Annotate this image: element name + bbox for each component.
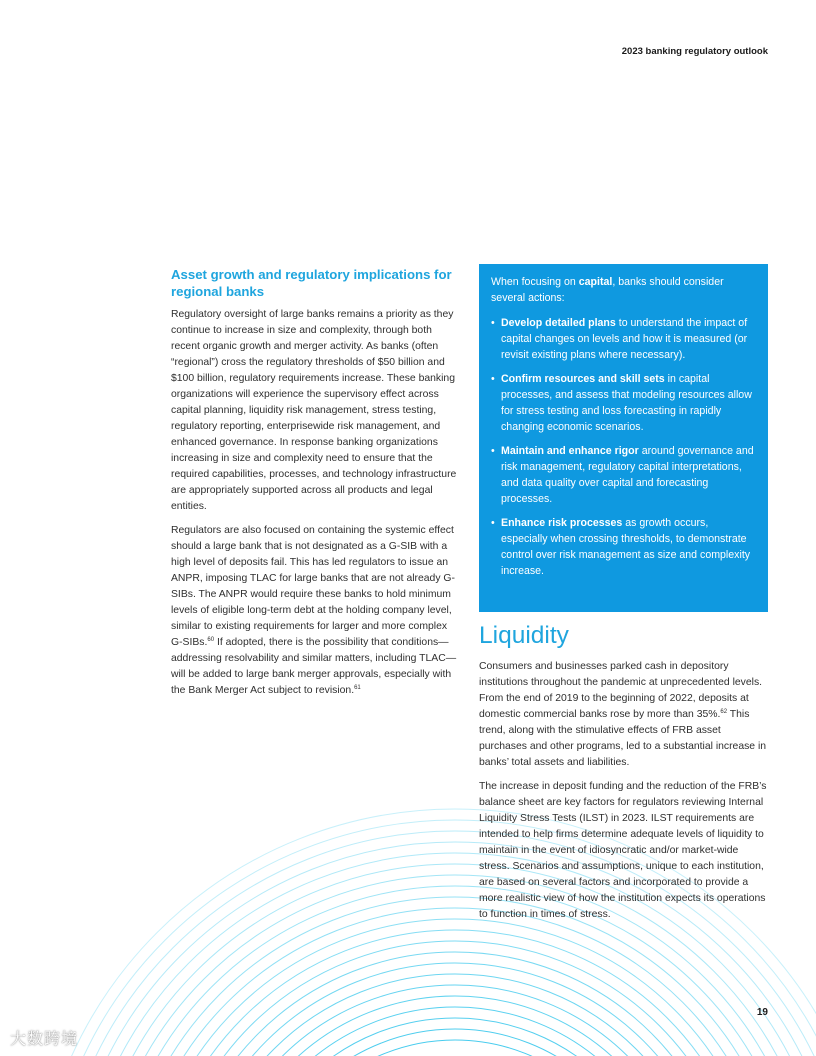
liquidity-text-a: Consumers and businesses parked cash in depository institutions throughout the pandemic at unprecedented levels. From the end of 2019 to the beginning of 2022, deposits at domestic commercial banks rose by more than 35%.	[479, 661, 763, 720]
capital-actions-callout	[479, 264, 768, 612]
footnote-ref-60[interactable]: 60	[207, 637, 215, 643]
paragraph-2-text-b: If adopted, there is the possibility that conditions—addressing resolvability and similar matters, including TLAC—will be added to large bank merger approvals, especially with the Bank Merger Act subject to revision.	[171, 637, 457, 696]
decorative-arc	[243, 1018, 667, 1056]
list-item-bold: Develop detailed plans	[501, 317, 616, 329]
footnote-ref-61[interactable]: 61	[354, 685, 361, 691]
liquidity-text-b: This trend, along with the stimulative effects of FRB asset purchases and other programs, led to a substantial increase in banks’ total assets and liabilities.	[479, 709, 767, 768]
bullet-icon: •	[491, 373, 495, 385]
list-item-text: as growth occurs, especially when crossing thresholds, to demonstrate control over risk management as size and complexity increase.	[501, 517, 751, 577]
list-item	[491, 315, 756, 363]
decorative-arc	[199, 974, 711, 1056]
list-item-text: in capital processes, and assess that modeling resources allow for stress testing and loss forecasting in rapidly changing economic scenarios.	[501, 373, 752, 433]
document-header-title: 2023 banking regulatory outlook	[621, 46, 768, 57]
list-item	[491, 443, 756, 507]
list-item-bold: Maintain and enhance rigor	[501, 445, 639, 457]
decorative-arc	[155, 930, 755, 1056]
decorative-arc	[232, 1007, 678, 1056]
decorative-arc	[265, 1040, 645, 1056]
callout-intro-bold: capital	[578, 276, 613, 288]
bullet-icon: •	[491, 517, 495, 529]
watermark: 大数跨境	[10, 1031, 79, 1048]
bullet-icon: •	[491, 445, 495, 457]
right-column	[479, 622, 769, 931]
left-column	[171, 266, 461, 707]
regional-banks-paragraph-1: Regulatory oversight of large banks remains a priority as they continue to increase in size and complexity, through both recent organic growth and merger activity. As banks (often “regional”) cross the regulatory thresholds of $50 billion and $100 billion, regulatory requirements increase. These banking organizations will experience the supervisory effect across capital planning, liquidity risk management, stress testing, regulatory reporting, enterprisewide risk management, and enhanced governance. In response banking organizations increasing in size and complexity need to ensure that the required capabilities, processes, and technology infrastructure are appropriately supported across all products and legal entities.	[171, 309, 457, 512]
callout-intro-pre: When focusing on	[491, 276, 579, 288]
bullet-icon: •	[491, 317, 495, 329]
regional-banks-heading: Asset growth and regulatory implications for regional banks	[171, 267, 452, 299]
list-item-bold: Confirm resources and skill sets	[501, 373, 665, 385]
callout-intro	[491, 274, 756, 306]
liquidity-paragraph-2: The increase in deposit funding and the reduction of the FRB’s balance sheet are key factors for regulators reviewing Internal Liquidity Stress Tests (ILST) in 2023. ILST requirements are intended to help firms determine adequate levels of liquidity to maintain in the event of idiosyncratic and/or market-wide stress. Scenarios and assumptions, unique to each institution, are based on several factors and incorporated to provide a more realistic view of how the institution expects its operations to function in times of stress.	[479, 781, 767, 920]
page-number: 19	[756, 1007, 768, 1018]
capital-actions-list	[491, 315, 756, 579]
list-item	[491, 371, 756, 435]
paragraph-2-text-a: Regulators are also focused on containing the systemic effect should a large bank that is not designated as a G-SIB with a high level of deposits fail. This has led regulators to issue an ANPR, imposing TLAC for large banks that are not already G-SIBs. The ANPR would require these banks to hold minimum levels of eligible long-term debt at the holding company level, similar to existing requirements for larger and more complex G-SIBs.	[171, 525, 455, 648]
list-item-text: around governance and risk management, regulatory capital interpretations, and data quality over capital and forecasting processes.	[501, 445, 754, 505]
decorative-arc	[144, 919, 766, 1056]
liquidity-heading: Liquidity	[479, 622, 569, 649]
list-item-bold: Enhance risk processes	[501, 517, 623, 529]
regional-banks-paragraph-2	[171, 523, 461, 699]
callout-intro-post: , banks should consider several actions:	[491, 276, 724, 304]
footnote-ref-62[interactable]: 62	[720, 709, 728, 715]
list-item-text: to understand the impact of capital changes on levels and how it is measured (or revisit existing plans where necessary).	[501, 317, 748, 361]
liquidity-paragraph-1	[479, 659, 769, 771]
list-item	[491, 515, 756, 579]
